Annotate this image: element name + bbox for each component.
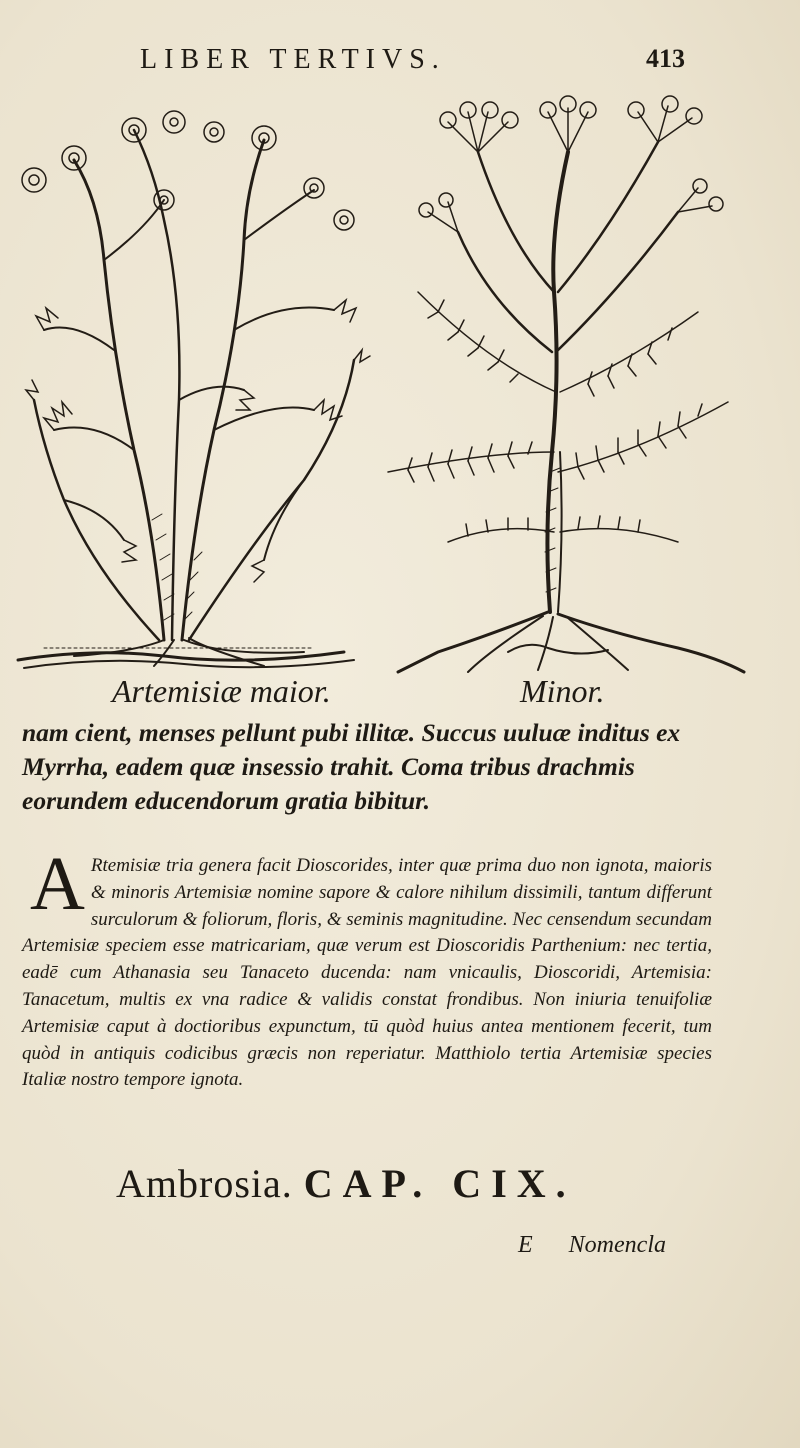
signature-mark: E <box>518 1232 533 1258</box>
page-footer <box>518 1232 666 1259</box>
paragraph-commentary <box>22 842 712 1094</box>
page-number: 413 <box>646 44 685 73</box>
chapter-number: CAP. CIX. <box>303 1161 576 1206</box>
drop-capital: A <box>30 842 85 926</box>
running-head <box>0 44 800 84</box>
figure-caption-maior: Artemisiæ maior. <box>112 673 331 709</box>
catchword: Nomencla <box>568 1232 666 1258</box>
running-title: LIBER TERTIVS. <box>140 44 446 75</box>
woodcut-artemisia-minor <box>378 92 750 680</box>
figure-caption-minor: Minor. <box>520 673 605 709</box>
chapter-heading <box>116 1160 576 1207</box>
paragraph-commentary-text: Rtemisiæ tria genera facit Dioscorides, inter quæ prima duo non ignota, maioris & minoris Artemisiæ nomine sapore & calore nihilum dissimili, tantum differunt surculorum & foliorum, floris, & seminis magnitudine. Nec censendum secundam Artemisiæ speciem esse matricariam, quæ verum est Dioscoridis Parthenium: nec tertia, eadē cum Athanasia seu Tanaceto ducenda: nam vnicaulis, Dioscoridi, Artemisia: Tanacetum, multis ex vna radice & validis constat frondibus. Non iniuria tenuifoliæ Artemisiæ caput à doctioribus expunctum, tū quòd huius antea mentionem fecerit, tum quòd in antiquis codicibus græcis non reperiatur. Matthiolo tertia Artemisiæ species Italiæ nostro tempore ignota. <box>22 855 712 1091</box>
woodcut-artemisia-maior <box>14 100 388 686</box>
paragraph-continuation: nam cient, menses pellunt pubi illitæ. Succus uuluæ inditus ex Myrrha, eadem quæ insessio trahit. Coma tribus drachmis eorundem educendorum gratia bibitur. <box>22 718 681 815</box>
chapter-title: Ambrosia. <box>116 1161 293 1206</box>
